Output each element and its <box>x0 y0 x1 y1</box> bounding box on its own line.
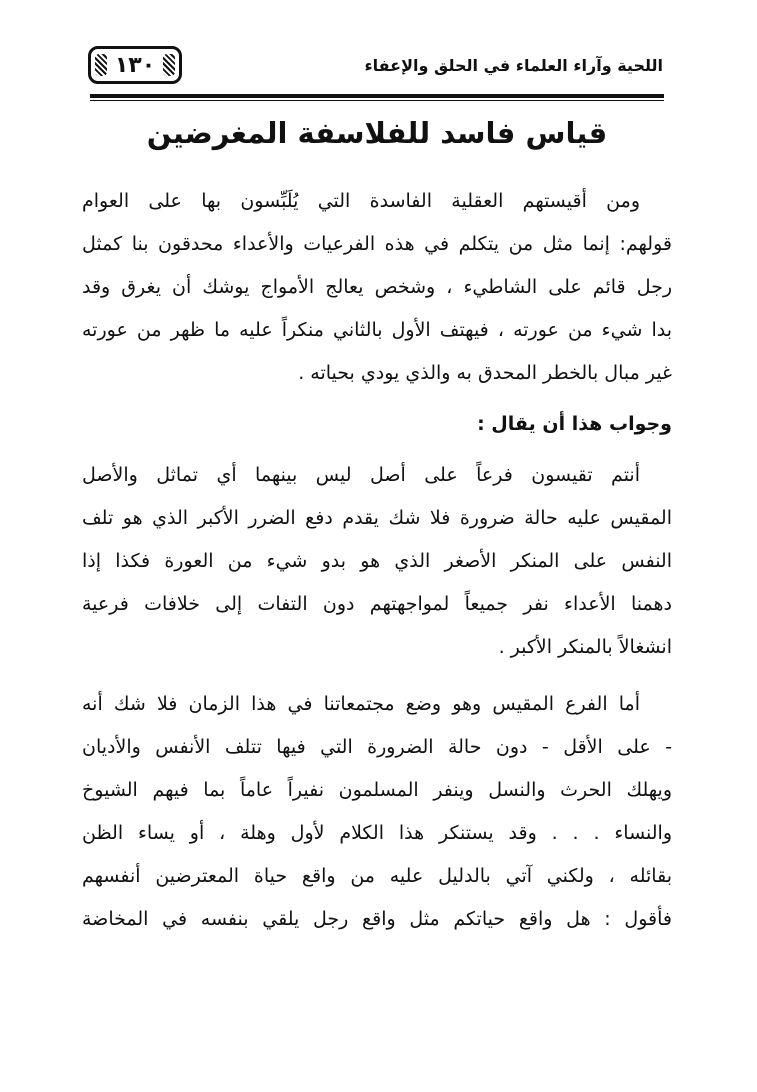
text-line: انشغالاً بالمنكر الأكبر . <box>498 636 672 658</box>
section-title: قياس فاسد للفلاسفة المغرضين <box>146 116 608 150</box>
body-text <box>82 180 672 941</box>
text-line: قولهم: إنما مثل من يتكلم في هذه الفرعيات والأعداء محدقون بنا كمثل <box>82 233 672 255</box>
text-line: دهمنا الأعداء نفر جميعاً لمواجهتهم دون التفات إلى خلافات فرعية <box>82 593 672 615</box>
text-line: والنساء . . . وقد يستنكر هذا الكلام لأول وهلة ، أو يساء الظن <box>82 822 672 844</box>
text-line: غير مبال بالخطر المحدق به والذي يودي بحياته . <box>298 362 672 384</box>
header-rule-thick <box>90 94 664 98</box>
text-line: رجل قائم على الشاطيء ، وشخص يعالج الأمواج يوشك أن يغرق وقد <box>82 276 672 298</box>
page-header <box>88 42 663 92</box>
text-line: أنتم تقيسون فرعاً على أصل ليس بينهما أي تماثل والأصل <box>82 464 640 486</box>
text-line: بدا شيء من عورته ، فيهتف الأول بالثاني منكراً عليه ما ظهر من عورته <box>82 319 672 341</box>
text-line: فأقول : هل واقع حياتكم مثل واقع رجل يلقي بنفسه في المخاضة <box>82 908 672 930</box>
text-line: النفس على المنكر الأصغر الذي هو بدو شيء من العورة فكذا إذا <box>82 550 672 572</box>
paragraph-gap <box>82 669 672 683</box>
text-line: ويهلك الحرث والنسل وينفر المسلمون نفيراً عاماً بما فيهم الشيوخ <box>82 779 672 801</box>
text-line: المقيس عليه حالة ضرورة فلا شك يقدم دفع الضرر الأكبر الذي هو تلف <box>82 507 672 529</box>
text-line: ومن أقيستهم العقلية الفاسدة التي يُلَبِّسون بها على العوام <box>82 190 640 212</box>
running-title: اللحية وآراء العلماء في الحلق والإعفاء <box>364 56 663 75</box>
text-line: بقائله ، ولكني آتي بالدليل عليه من واقع حياة المعترضين أنفسهم <box>82 865 672 887</box>
text-line: - على الأقل - دون حالة الضرورة التي فيها تتلف الأنفس والأديان <box>82 736 672 758</box>
text-line: أما الفرع المقيس وهو وضع مجتمعاتنا في هذا الزمان فلا شك أنه <box>82 693 640 715</box>
page-number: ١٣٠ <box>88 46 182 84</box>
header-rule-thin <box>90 100 664 101</box>
subheading: وجواب هذا أن يقال : <box>477 413 672 435</box>
